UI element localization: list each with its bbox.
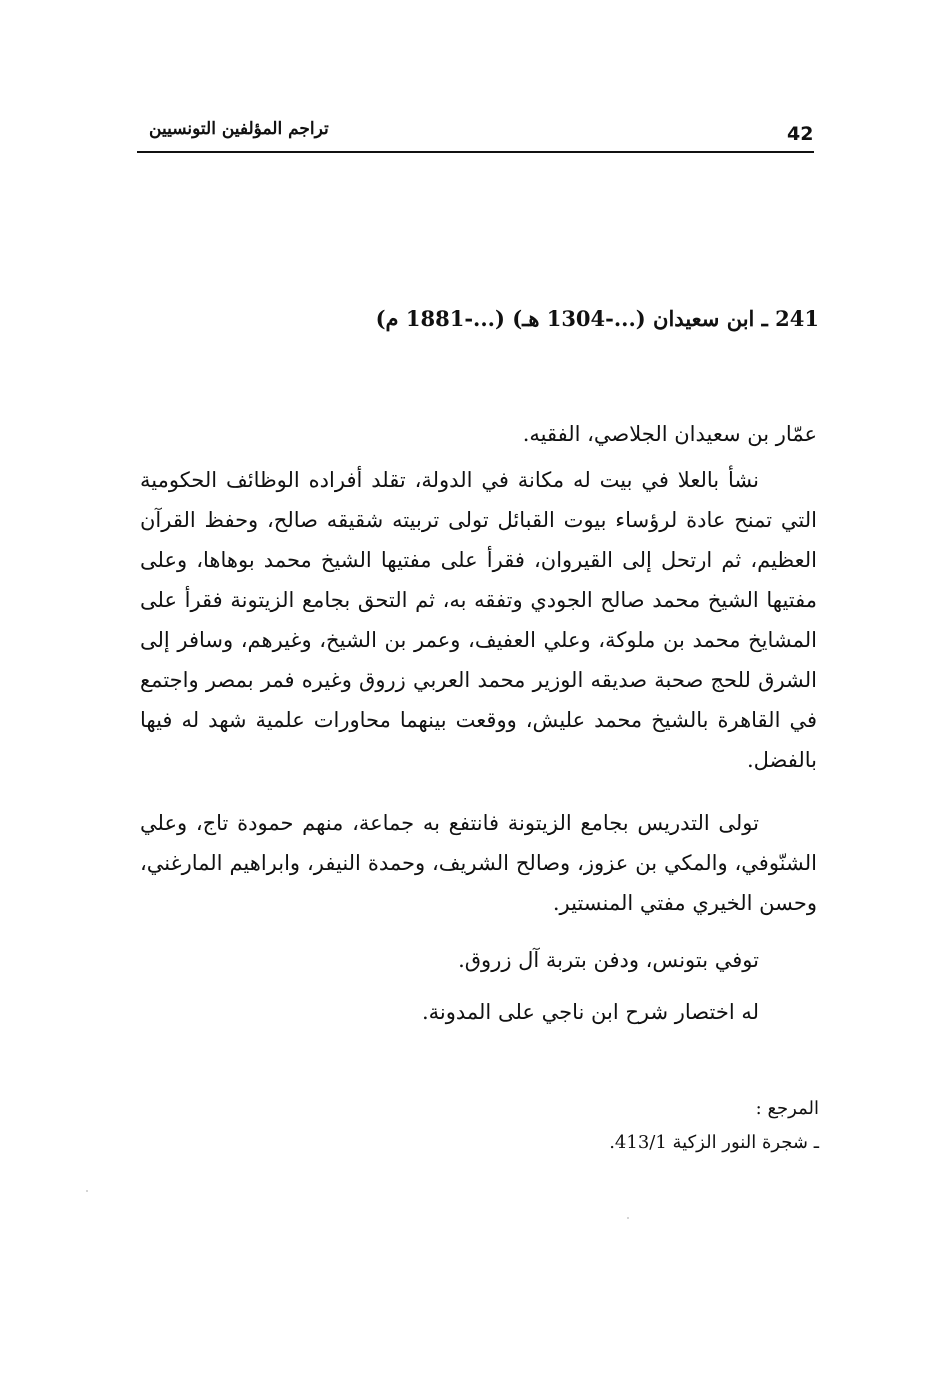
references-label: المرجع : (755, 1098, 819, 1119)
scan-speck (86, 1190, 88, 1192)
page-number: 42 (787, 123, 814, 145)
entry-heading: 241 ـ ابن سعيدان (...-1304 هـ) (...-1881 م) (375, 306, 819, 331)
death-statement: توفي بتونس، ودفن بتربة آل زروق. (458, 948, 759, 972)
running-title: تراجم المؤلفين التونسيين (149, 119, 329, 139)
running-header (137, 115, 814, 153)
scan-speck (627, 1217, 629, 1219)
reference-item: ـ شجرة النور الزكية 413/1. (609, 1132, 819, 1153)
works-statement: له اختصار شرح ابن ناجي على المدونة. (421, 1000, 759, 1024)
biography-paragraph-1: نشأ بالعلا في بيت له مكانة في الدولة، تقلد أفراده الوظائف الحكومية التي تمنح عادة لرؤساء بيوت القبائل تولى تربيته شقيقه صالح، وحفظ القرآن العظيم، ثم ارتحل إلى القيروان، فقرأ على مفتيها الشيخ محمد بوهاها، وعلى مفتيها الشيخ محمد صالح الجودي وتفقه به، ثم التحق بجامع الزيتونة فقرأ على المشايخ محمد بن ملوكة، وعلي العفيف، وعمر بن الشيخ، وغيرهم، وسافر إلى الشرق للحج صحبة صديقه الوزير محمد العربي زروق وغيره فمر بمصر واجتمع في القاهرة بالشيخ محمد عليش، ووقعت بينهما محاورات علمية شهد له فيها بالفضل. (140, 468, 818, 772)
subject-full-name: عمّار بن سعيدان الجلاصي، الفقيه. (522, 422, 817, 446)
biography-paragraph-2: تولى التدريس بجامع الزيتونة فانتفع به جماعة، منهم حمودة تاج، وعلي الشنّوفي، والمكي بن عزوز، وصالح الشريف، وحمدة النيفر، وابراهيم المارغني، وحسن الخيري مفتي المنستير. (140, 811, 817, 915)
